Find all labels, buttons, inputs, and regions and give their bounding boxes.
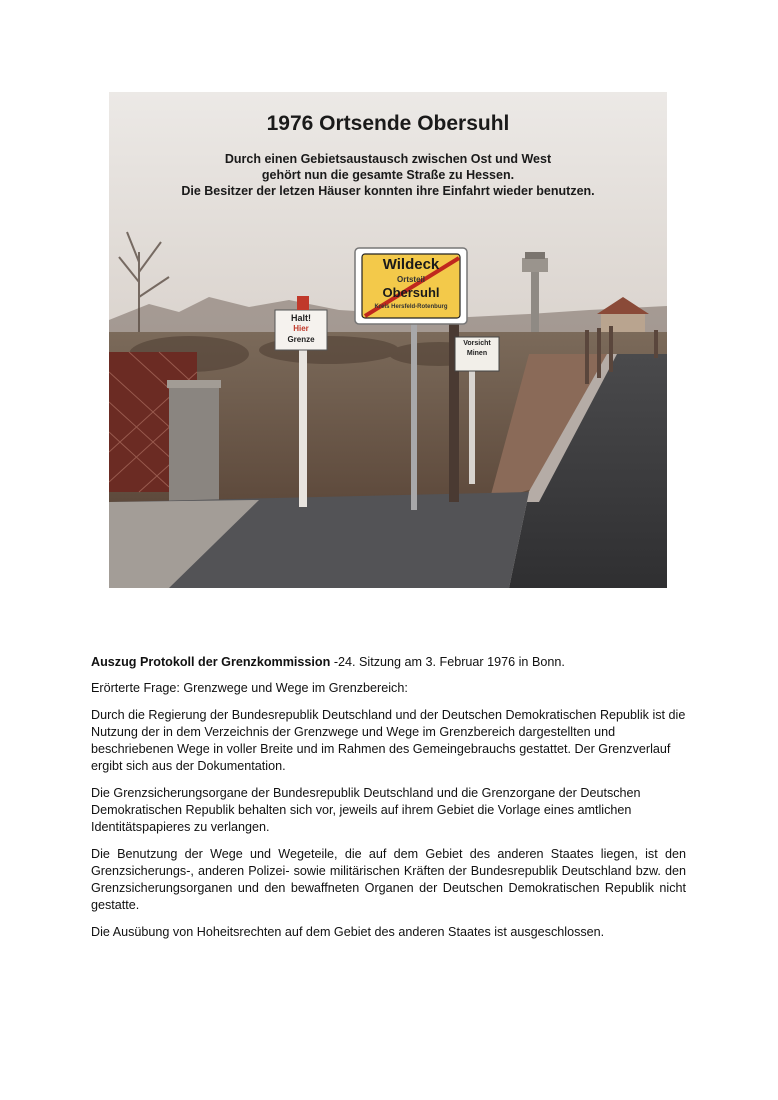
photo-caption-line-2: gehört nun die gesamte Straße zu Hessen. <box>261 168 515 182</box>
protocol-heading <box>91 654 686 671</box>
halt-sign-line-2: Hier <box>293 324 309 333</box>
protocol-heading-bold: Auszug Protokoll der Grenzkommission <box>91 655 331 669</box>
town-sign-district-label: Ortsteil <box>396 275 425 284</box>
protocol-paragraph-3: Die Benutzung der Wege und Wegeteile, die auf dem Gebiet des anderen Staates liegen, ist den Grenzsicherungs-, anderen Polizei- sowie militärischen Kräften der Bundesrepublik Deutschland bzw. den Grenzsicherungsorganen und den bewaffneten Organen der Deutschen Demokratischen Republik nicht gestatte. <box>91 847 686 912</box>
border-photo <box>109 92 667 588</box>
halt-sign-line-1: Halt! <box>291 313 311 323</box>
halt-sign-line-3: Grenze <box>287 335 315 344</box>
protocol-paragraph-2: Die Grenzsicherungsorgane der Bundesrepublik Deutschland und die Grenzorgane der Deutschen Demokratischen Republik behalten sich vor, jeweils auf ihrem Gebiet die Vorlage eines amtlichen Identitätspapieres zu verlangen. <box>91 786 641 834</box>
mine-sign-line-2: Minen <box>466 350 488 357</box>
photo-caption-line-1: Durch einen Gebietsaustausch zwischen Ost und West <box>224 152 552 166</box>
mine-sign-line-1: Vorsicht <box>463 340 491 347</box>
protocol-paragraph-4: Die Ausübung von Hoheitsrechten auf dem Gebiet des anderen Staates ist ausgeschlossen. <box>91 925 605 939</box>
photo-caption-line-3: Die Besitzer der letzen Häuser konnten ihre Einfahrt wieder benutzen. <box>181 184 595 198</box>
photo-caption-title: 1976 Ortsende Obersuhl <box>266 112 510 135</box>
town-sign-name: Wildeck <box>382 256 440 273</box>
protocol-heading-rest: -24. Sitzung am 3. Februar 1976 in Bonn. <box>330 655 565 669</box>
protocol-question: Erörterte Frage: Grenzwege und Wege im Grenzbereich: <box>91 681 408 695</box>
town-sign-county: Kreis Hersfeld-Rotenburg <box>374 304 448 310</box>
protocol-excerpt <box>91 654 686 951</box>
town-sign-district: Obersuhl <box>382 285 440 300</box>
protocol-paragraph-1: Durch die Regierung der Bundesrepublik Deutschland und der Deutschen Demokratischen Republik ist die Nutzung der in dem Verzeichnis der Grenzwege und Wege im Grenzbereich dargestellten und beschriebenen Wege in voller Breite und im Rahmen des Gemeingebrauchs gestattet. Der Grenzverlauf ergibt sich aus der Dokumentation. <box>91 708 686 773</box>
